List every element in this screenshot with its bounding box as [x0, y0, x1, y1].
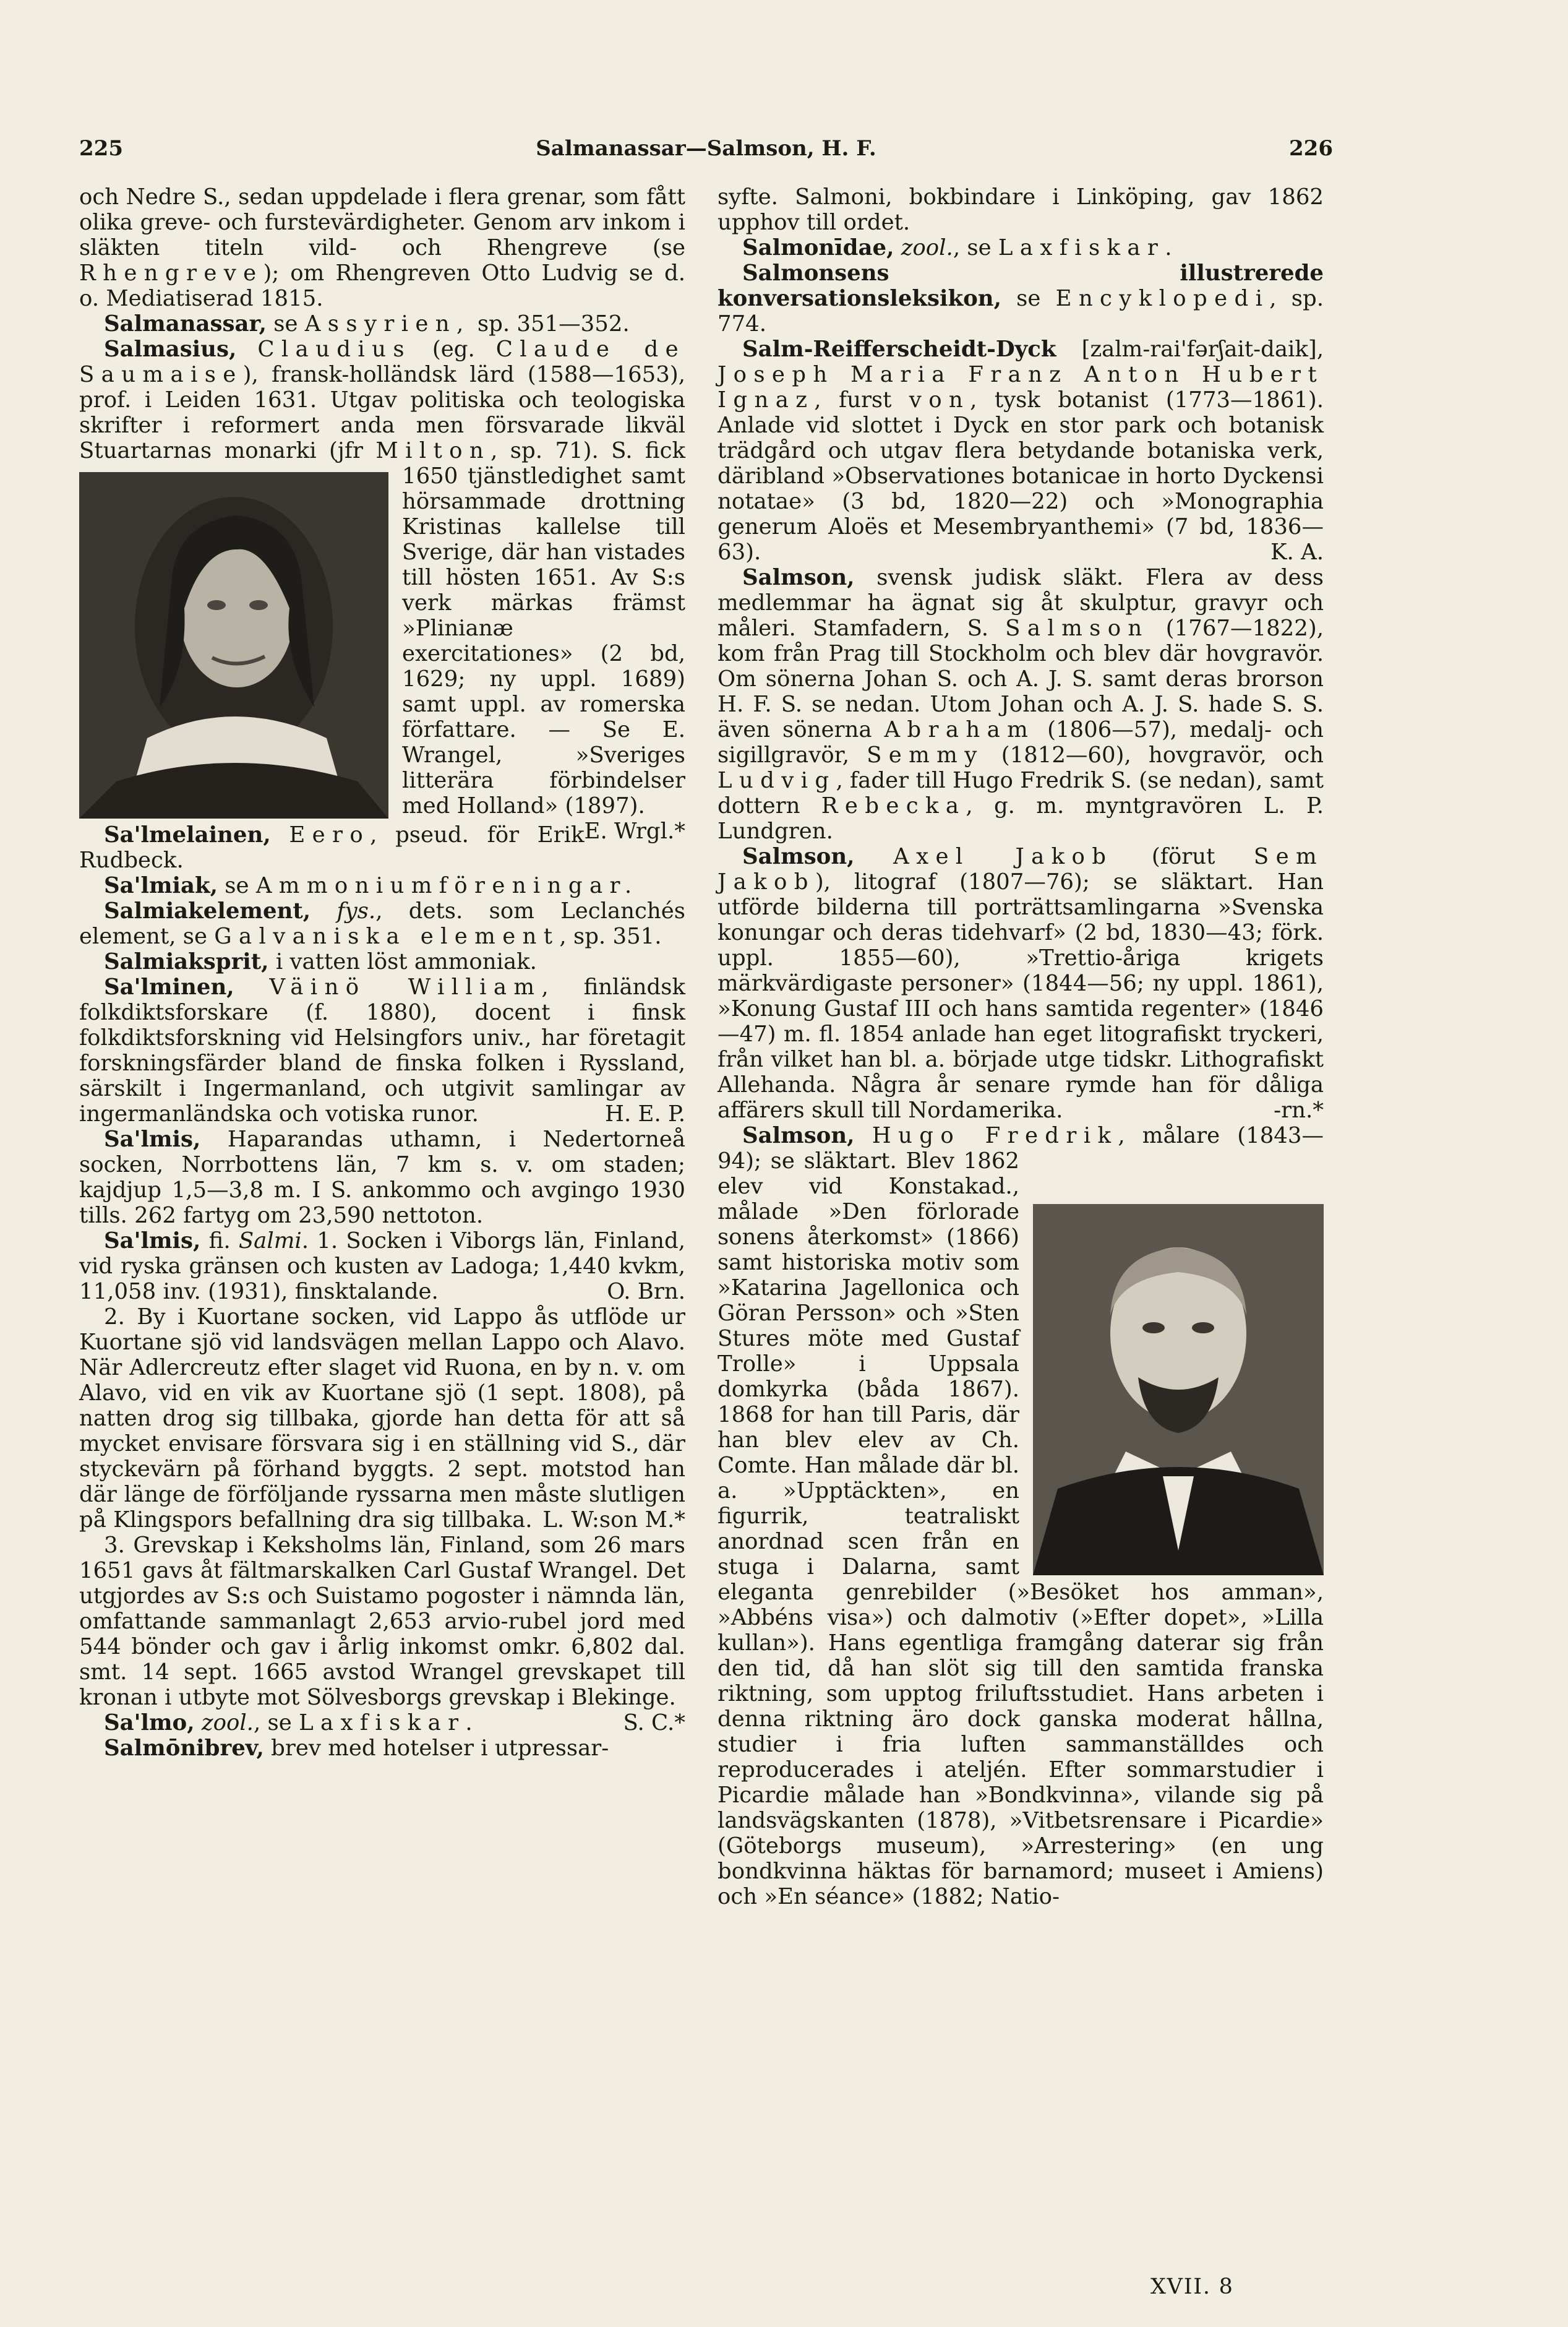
signature: K. A.: [1270, 540, 1324, 565]
entry-salmanassar: Salmanassar, se Assyrien, sp. 351—352.: [104, 311, 630, 337]
running-title: Salmanassar—Salmson, H. F.: [536, 136, 876, 161]
entry-salmonibrev-continued: syfte. Salmoni, bokbindare i Linköping, gav 1862 upphov till ordet.: [718, 184, 1324, 235]
headword: Salmson,: [742, 844, 855, 869]
entry-salminen: Sa'lminen, Väinö William, finländsk folkdiktsforskare (f. 1880), docent i finsk folkdiktsforskning vid Helsingfors univ., har företagit forskningsfärder bland de finska folken i Ryssland, särskilt i Ingermanland, och utgivit samlingar av ingermanländska och votiska runor. H. E. P.: [79, 974, 685, 1127]
signature: L. W:son M.*: [542, 1507, 685, 1533]
headword: Sa'lmo,: [104, 1710, 195, 1736]
entry-salmis-haparanda: Sa'lmis, Haparandas uthamn, i Nedertorneå socken, Norrbottens län, 7 km s. v. om staden; kajdjup 1,5—3,8 m. I S. ankommo och avgingo 1930 tills. 262 fartyg om 23,590 nettoton.: [79, 1127, 685, 1228]
signature: S. C.*: [623, 1710, 685, 1736]
headword: Salmson,: [742, 565, 855, 590]
right-column: [718, 184, 1324, 1909]
entry-salmonsens: Salmonsens illustrerede konversationsleksikon, se Encyklopedi, sp. 774.: [718, 260, 1324, 337]
entry-salmis-finland: Sa'lmis, fi. Salmi. 1. Socken i Viborgs län, Finland, vid ryska gränsen och kusten av Ladoga; 1,440 kvkm, 11,058 inv. (1931), finsktalande. O. Brn.: [79, 1228, 685, 1304]
signature: H. E. P.: [605, 1101, 685, 1127]
left-column: [79, 184, 685, 1761]
signature: O. Brn.: [607, 1279, 685, 1304]
signature: E. Wrgl.*: [584, 819, 685, 844]
entry-salmiak: Sa'lmiak, se Ammoniumföreningar.: [104, 873, 639, 898]
entry-salmonidae: Salmonīdae, zool., se Laxfiskar.: [742, 235, 1172, 260]
headword: Salmōnibrev,: [104, 1736, 264, 1761]
entry-salmelainen: Sa'lmelainen, Eero, pseud. för Erik Rudbeck.: [79, 822, 585, 873]
entry-salmiakelement: Salmiakelement, fys., dets. som Leclanchés element, se Galvaniska element, sp. 351.: [79, 898, 686, 949]
headword: Salmiakelement,: [104, 898, 311, 924]
running-header: [79, 136, 1333, 173]
entry-salmo: Sa'lmo, zool., se Laxfiskar.: [104, 1710, 473, 1736]
headword: Sa'lmiak,: [104, 873, 218, 898]
headword: Sa'lmis,: [104, 1127, 201, 1152]
headword: Sa'lminen,: [104, 974, 234, 1000]
page-number-right: 226: [1289, 136, 1333, 161]
signature-mark: XVII. 8: [1150, 2274, 1234, 2299]
salmasius-portrait-image: [79, 472, 388, 819]
headword: Salmiaksprit,: [104, 949, 269, 974]
signature: -rn.*: [1274, 1098, 1324, 1123]
headword: Salm-Reifferscheidt-Dyck: [742, 337, 1056, 362]
entry-salmonibrev: Salmōnibrev, brev med hotelser i utpressar-: [104, 1736, 609, 1761]
headword: Salmonīdae,: [742, 235, 894, 260]
headword: Salmasius,: [104, 337, 237, 362]
page-number-left: 225: [79, 136, 123, 161]
entry-salmasius: Salmasius, Claudius (eg. Claude de Saumaise), fransk-holländsk lärd (1588—1653), prof. i Leiden 1631. Utgav politiska och teologiska skrifter i reformert anda men försvarade likväl Stuartarnas monarki (jfr Milton , sp. 71). S. fick 1650 tjänstledighet samt hörsammade drottning Kristinas kallelse till Sverige, där han vistades till hösten 1651. Av S:s verk märkas främst »Plinianæ exercitationes» (2 bd, 1629; ny uppl. 1689) samt uppl. av romerska författare. — Se E. Wrangel, »Sveriges litterära förbindelser med Holland» (1897). E. Wrgl.*: [79, 337, 685, 844]
headword: Salmonsens illustrerede konversationsleksikon,: [718, 260, 1324, 311]
headword: Sa'lmis,: [104, 1228, 201, 1254]
entry-salmson-hugo-fredrik: Salmson, Hugo Fredrik , målare (1843—94); se släktart. Blev 1862 elev vid Konstakad., målade »Den förlorade sonens återkomst» (1866) samt historiska motiv som »Katarina Jagellonica och Göran Persson» och »Sten Stures möte med Gustaf Trolle» i Uppsala domkyrka (båda 1867). 1868 for han till Paris, där han blev elev av Ch. Comte. Han målade där bl. a. »Upptäckten», en figurrik, teatraliskt anordnad scen från en stuga i Dalarna, samt eleganta genrebilder (»Besöket hos amman», »Abbéns visa») och dalmotiv (»Efter dopet», »Lilla kullan»). Hans egentliga framgång daterar sig från den tid, då han slöt sig till den samtida franska riktning, som upptog friluftsstudiet. Hans arbeten i denna riktning äro dock ganska moderat hållna, studier i fria luften sammanställdes och reproducerades i ateljén. Efter sommarstudier i Picardie målade han »Bondkvinna», vilande sig på landsvägskanten (1878), »Vitbetsrensare i Picardie» (Göteborgs museum), »Arrestering» (en ung bondkvinna häktas för barnamord; museet i Amiens) och »En séance» (1882; Natio-: [718, 1123, 1324, 1909]
headword: Salmanassar,: [104, 311, 267, 337]
entry-salmson-family: Salmson, svensk judisk släkt. Flera av dess medlemmar ha ägnat sig åt skulptur, gravyr och måleri. Stamfadern, S. Salmson (1767—1822), kom från Prag till Stockholm och blev där hovgravör. Om sönerna Johan S. och A. J. S. samt deras brorson H. F. S. se nedan. Utom Johan och A. J. S. hade S. S. även sönerna Abraham (1806—57), medalj- och sigillgravör, Semmy (1812—60), hovgravör, och Ludvig, fader till Hugo Fredrik S. (se nedan), samt dottern Rebecka, g. m. myntgravören L. P. Lundgren.: [718, 565, 1324, 844]
entry-salmiaksprit: Salmiaksprit, i vatten löst ammoniak.: [104, 949, 537, 974]
entry-salm-continued: och Nedre S., sedan uppdelade i flera grenar, som fått olika greve- och furstevärdigheter. Genom arv inkom i släkten titeln vild- och Rhengreve (se Rhengreve); om Rhengreven Otto Ludvig se d. o. Mediatiserad 1815.: [79, 184, 685, 311]
headword: Salmson,: [742, 1123, 855, 1148]
entry-salm-reifferscheidt-dyck: Salm-Reifferscheidt-Dyck [zalm-rai'fərʃait-daik], Joseph Maria Franz Anton Hubert Ignaz, furst von, tysk botanist (1773—1861). Anlade vid slottet i Dyck en stor park och botanisk trädgård och utgav flera betydande botaniska verk, däribland »Observationes botanicae in horto Dyckensi notatae» (3 bd, 1820—22) och »Monographia generum Aloës et Mesembryanthemi» (7 bd, 1836—63). K. A.: [718, 337, 1324, 565]
salmson-portrait-image: [1033, 1204, 1324, 1575]
entry-salmis-2: 2. By i Kuortane socken, vid Lappo ås utflöde ur Kuortane sjö vid landsvägen mellan Lappo och Alavo. När Adlercreutz efter slaget vid Ruona, en by n. v. om Alavo, vid en vik av Kuortane sjö (1 sept. 1808), på natten drog sig tillbaka, gjorde han detta för att så mycket envisare försvara sig i en ställning vid S., där styckevärn på förhand byggts. 2 sept. motstod han där länge de förföljande ryssarna men måste slutligen på Klingspors befallning dra sig tillbaka. L. W:son M.*: [79, 1304, 685, 1533]
headword: Sa'lmelainen,: [104, 822, 271, 848]
entry-salmson-axel-jakob: Salmson, Axel Jakob (förut Sem Jakob), litograf (1807—76); se släktart. Han utförde bilderna till porträttsamlingarna »Svenska konungar och deras tidehvarf» (2 bd, 1830—43; förk. uppl. 1855—60), »Trettio-åriga krigets märkvärdigaste personer» (1844—56; ny uppl. 1861), »Konung Gustaf III och hans samtida regenter» (1846—47) m. fl. 1854 anlade han eget litografiskt tryckeri, från vilket han bl. a. började utge tidskr. Lithografiskt Allehanda. Några år senare rymde han för dåliga affärers skull till Nordamerika. -rn.*: [718, 844, 1324, 1123]
entry-salmis-3: 3. Grevskap i Keksholms län, Finland, som 26 mars 1651 gavs åt fältmarskalken Carl Gustaf Wrangel. Det utgjordes av S:s och Suistamo pogoster i nämnda län, omfattande sammanlagt 2,653 arvio-rubel jord med 544 bönder och gav i årlig inkomst omkr. 6,802 dal. smt. 14 sept. 1665 avstod Wrangel grevskapet till kronan i utbyte mot Sölvesborgs grevskap i Blekinge. S. C.*: [79, 1533, 685, 1736]
